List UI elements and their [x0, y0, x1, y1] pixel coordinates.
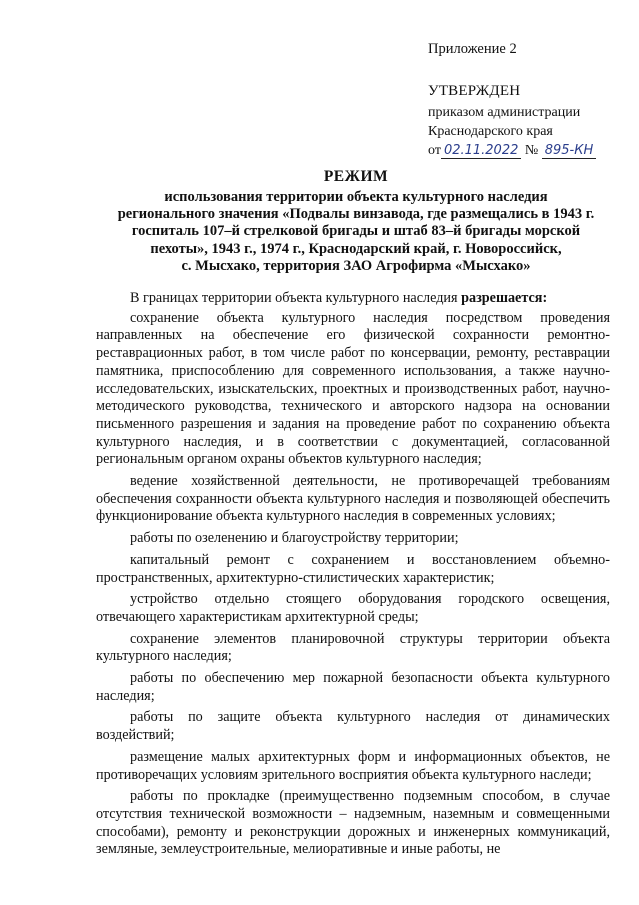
appendix-label: Приложение 2: [428, 41, 517, 57]
document-subtitle: [96, 189, 616, 275]
subtitle-line: с. Мысхако, территория ЗАО Агрофирма «Мысхако»: [181, 257, 531, 274]
list-item: работы по обеспечению мер пожарной безопасности объекта культурного наследия;: [96, 670, 610, 704]
subtitle-line: использования территории объекта культурного наследия: [164, 189, 548, 205]
date-prefix: от: [428, 143, 441, 158]
list-item: ведение хозяйственной деятельности, не противоречащей требованиям обеспечения сохранности объекта культурного наследия и позволяющей обеспечить функционирование объекта культурного наследия в современных условиях;: [96, 473, 610, 525]
document-title: РЕЖИМ: [323, 168, 389, 185]
order-line-2: Краснодарского края: [428, 124, 553, 139]
handwritten-number: 895-КН: [542, 143, 597, 159]
list-item: работы по защите объекта культурного наследия от динамических воздействий;: [96, 709, 610, 744]
list-item: размещение малых архитектурных форм и информационных объектов, не противоречащих условиям зрительного восприятия объекта культурного наследи;: [96, 748, 610, 783]
list-item: работы по прокладке (преимущественно подземным способом, в случае отсутствия технической возможности – надземным, наземным и совмещенными способами), ремонту и реконструкции дорожных и инженерных коммуникаций, земляные, землеустроительные, мелиоративные и иные работы, не: [96, 788, 610, 858]
list-item: сохранение элементов планировочной структуры территории объекта культурного наследия;: [96, 630, 610, 665]
order-line-1: приказом администрации: [428, 105, 581, 120]
subtitle-line: пехоты», 1943 г., 1974 г., Краснодарский край, г. Новороссийск,: [150, 240, 562, 257]
list-item: работы по озеленению и благоустройству территории;: [130, 530, 459, 547]
approved-heading: УТВЕРЖДЕН: [428, 83, 521, 99]
lead-paragraph: [96, 290, 610, 308]
approval-stamp: [428, 82, 596, 160]
list-item: капитальный ремонт с сохранением и восстановлением объемно-пространственных, архитектурно-стилистических характеристик;: [96, 551, 610, 586]
lead-text: В границах территории объекта культурного наследия: [130, 290, 462, 306]
handwritten-date: 02.11.2022: [441, 143, 521, 159]
list-item: сохранение объекта культурного наследия посредством проведения направленных на обеспечение его физической сохранности ремонтно-реставрационных работ, в том числе работ по консервации, ремонту, реставрации памятника, приспособлению для современного использования, а также научно-исследовательских, изыскательских, проектных и производственных работ, научно-методического руководства, технического и авторского надзора на основании письменного разрешения и задания на проведение работ по сохранению объекта культурного наследия, и в соответствии с документацией, согласованной региональным органом охраны объектов культурного наследия;: [96, 309, 610, 468]
order-date-number: [428, 141, 596, 160]
title-block: [96, 168, 616, 275]
number-prefix: №: [524, 143, 539, 158]
lead-bold: разрешается:: [461, 290, 548, 306]
subtitle-line: регионального значения «Подвалы винзавода, где размещались в 1943 г.: [117, 206, 595, 223]
document-body: [96, 290, 610, 863]
list-item: устройство отдельно стоящего оборудования городского освещения, отвечающего характеристикам архитектурной среды;: [96, 591, 610, 625]
subtitle-line: госпиталь 107–й стрелковой бригады и штаб 83–й бригады морской: [131, 223, 581, 240]
